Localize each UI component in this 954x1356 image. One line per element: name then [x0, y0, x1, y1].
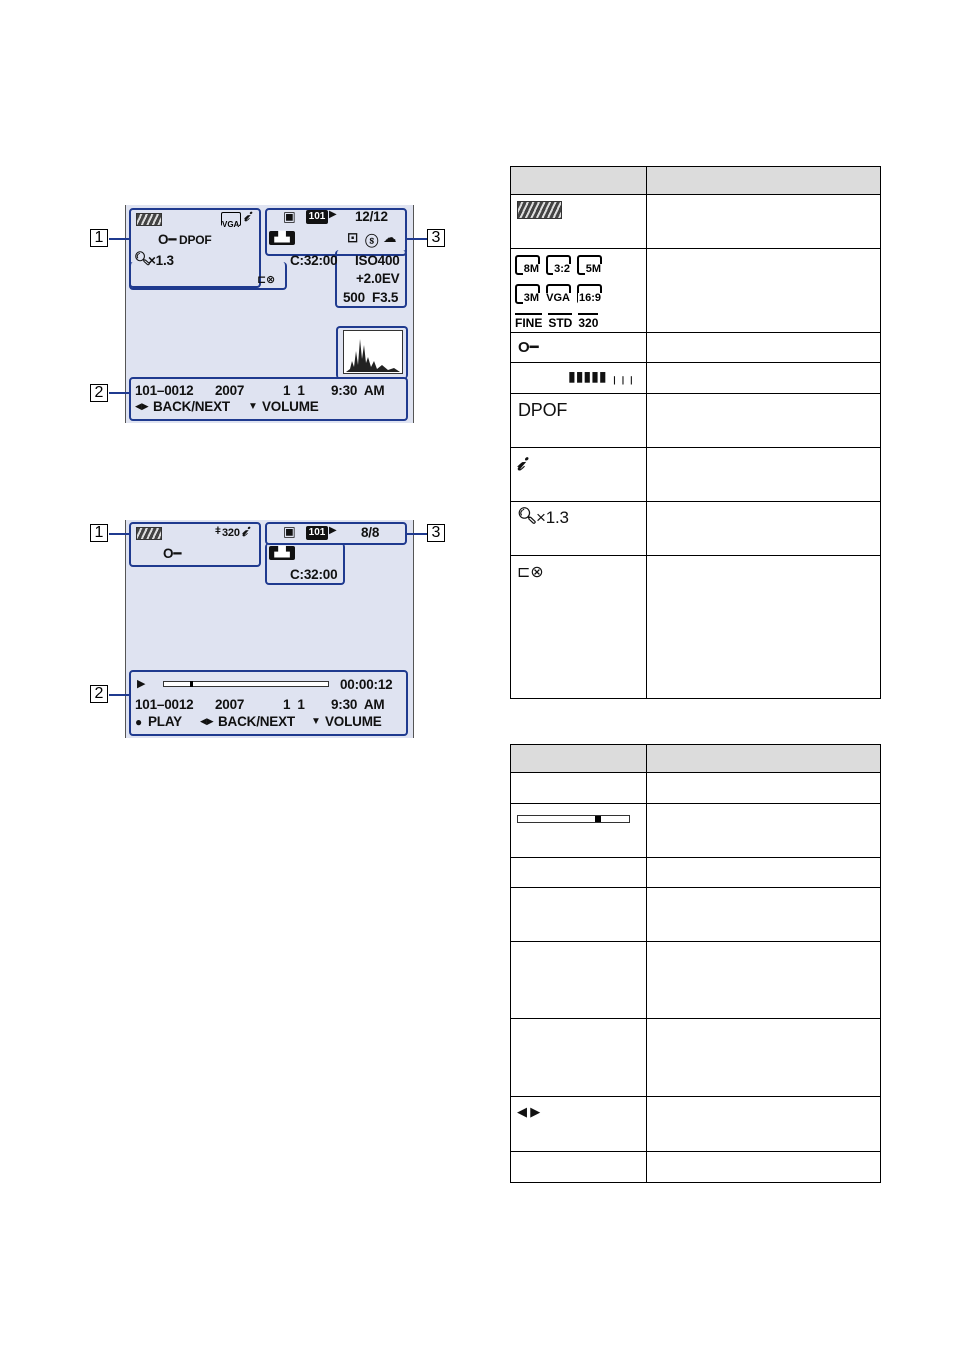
folder-arrow-icon: ▶ — [329, 525, 337, 536]
image-size-icon: VGA — [546, 284, 571, 304]
down-arrow-icon: ▼ — [248, 401, 258, 412]
callout-3-movie: 3 — [427, 524, 445, 542]
table-row — [511, 448, 881, 502]
zoom-icon: 🔍︎ — [517, 508, 538, 525]
date-month-day: 1 1 — [283, 383, 305, 398]
image-size-icon: 3:2 — [546, 255, 571, 275]
print-icon: 𝒾 — [242, 523, 247, 540]
image-size-icon: VGA — [221, 212, 241, 226]
table-row — [511, 942, 881, 1019]
table-row — [511, 1097, 881, 1152]
memory-icon: ▣ — [283, 524, 296, 539]
playback-position-marker — [190, 681, 193, 687]
dro-icon: ▟▙ — [269, 231, 295, 245]
callout-line — [407, 238, 427, 240]
battery-icon — [136, 527, 162, 540]
battery-icon — [136, 213, 162, 226]
image-count: 12/12 — [355, 209, 388, 224]
file-number: 101–0012 — [135, 697, 194, 712]
protect-icon: O━ — [518, 339, 539, 356]
time-value: 9:30 AM — [331, 697, 385, 712]
folder-icon: 101 — [306, 526, 328, 540]
print-icon: 𝒾 — [517, 450, 524, 475]
zoom-value: ×1.3 — [536, 508, 569, 527]
image-size-icon: 16:9 — [577, 284, 602, 304]
image-size-icon: 8M — [515, 255, 540, 275]
battery-icon — [517, 201, 562, 219]
pictbridge-icon: ⊏⊗ — [257, 274, 276, 286]
table-row — [511, 773, 881, 804]
file-number: 101–0012 — [135, 383, 194, 398]
callout-line — [109, 533, 129, 535]
callout-2-movie: 2 — [90, 685, 108, 703]
left-right-arrow-icon: ◀▶ — [135, 401, 149, 411]
quality-value: 320 — [222, 527, 240, 539]
protect-icon: O━ — [163, 546, 182, 561]
remaining-time: C:32:00 — [290, 253, 338, 268]
table-row — [511, 363, 881, 394]
back-next-label: BACK/NEXT — [153, 399, 230, 414]
left-right-arrow-icon: ◀▶ — [200, 716, 214, 726]
print-icon: 𝒾 — [244, 208, 249, 225]
histogram-shape — [344, 331, 402, 373]
playback-counter: 00:00:12 — [340, 677, 393, 692]
white-balance-icon: ☁ — [383, 230, 397, 245]
date-month-day: 1 1 — [283, 697, 305, 712]
ev-value: +2.0EV — [356, 271, 400, 286]
table-row — [511, 333, 881, 363]
folder-arrow-icon: ▶ — [329, 209, 337, 220]
quality-icon: FINE — [515, 313, 542, 330]
time-value: 9:30 AM — [331, 383, 385, 398]
quality-icon: 320 — [578, 313, 598, 330]
image-count: 8/8 — [361, 525, 380, 540]
playback-position-marker — [595, 816, 601, 822]
callout-line — [109, 238, 129, 240]
dpof-label: DPOF — [518, 400, 568, 420]
back-next-label: BACK/NEXT — [218, 714, 295, 729]
callout-3-still: 3 — [427, 229, 445, 247]
image-size-icons — [511, 251, 646, 332]
table-row — [511, 556, 881, 699]
legend-table-1 — [510, 166, 881, 699]
iso-value: ISO400 — [355, 253, 400, 268]
play-icon: ▶ — [137, 678, 146, 690]
table-row — [511, 195, 881, 249]
pictbridge-icon: ⊏⊗ — [517, 564, 544, 581]
callout-1-still: 1 — [90, 229, 108, 247]
flash-icon: ⓢ — [365, 234, 379, 249]
callout-1-movie: 1 — [90, 524, 108, 542]
folder-icon: 101 — [306, 210, 328, 224]
table-row — [511, 394, 881, 448]
shutter-aperture: 500 F3.5 — [343, 290, 399, 305]
down-arrow-icon: ▼ — [311, 716, 321, 727]
callout-line — [407, 533, 427, 535]
remaining-time: C:32:00 — [290, 567, 338, 582]
table-row — [511, 1152, 881, 1183]
image-size-icon: 3M — [515, 284, 540, 304]
left-right-arrow-icon: ◀ ▶ — [517, 1104, 541, 1119]
table-row — [511, 804, 881, 858]
legend-table-2 — [510, 744, 881, 1183]
table-row — [511, 502, 881, 556]
metering-icon: ⊡ — [347, 230, 359, 245]
playback-bar — [163, 681, 329, 687]
volume-label: VOLUME — [325, 714, 382, 729]
table-header-row — [511, 745, 881, 773]
callout-2-still: 2 — [90, 384, 108, 402]
dro-icon: ▟▙ — [269, 546, 295, 560]
zoom-icon: 🔍︎ — [134, 251, 151, 266]
date-year: 2007 — [215, 383, 245, 398]
table-row — [511, 249, 881, 333]
callout-line — [109, 392, 129, 394]
playback-bar — [517, 815, 630, 823]
table-header-row — [511, 167, 881, 195]
histogram-graph — [343, 330, 403, 374]
table-row — [511, 1019, 881, 1097]
protect-icon: O━ — [158, 232, 177, 247]
quality-icon: STD — [548, 313, 572, 330]
zoom-value: ×1.3 — [148, 253, 174, 268]
memory-icon: ▣ — [283, 209, 296, 224]
volume-label: VOLUME — [262, 399, 319, 414]
play-dot-icon: ● — [135, 715, 143, 729]
date-year: 2007 — [215, 697, 245, 712]
play-label: PLAY — [148, 714, 182, 729]
volume-level-icon: ▮▮▮▮▮ ╷╷╷ — [568, 368, 636, 384]
quality-icon: ǂ — [215, 526, 221, 537]
table-row — [511, 858, 881, 888]
table-row — [511, 888, 881, 942]
callout-line — [109, 694, 129, 696]
dpof-label: DPOF — [179, 233, 212, 247]
image-size-icon: 5M — [577, 255, 602, 275]
